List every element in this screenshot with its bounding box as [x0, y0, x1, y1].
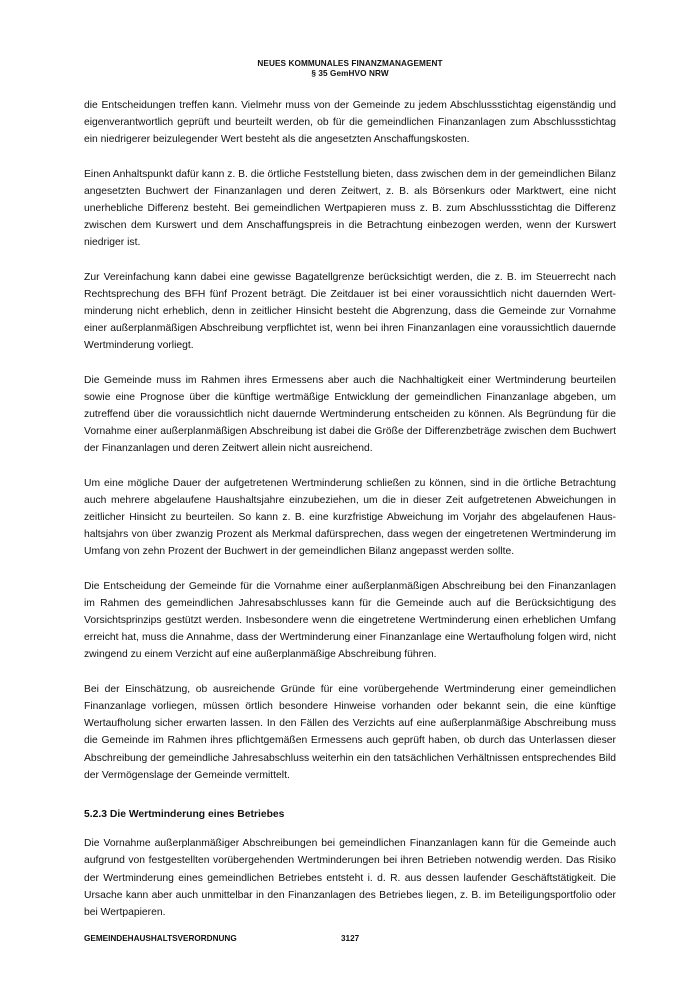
- paragraph: Einen Anhaltspunkt dafür kann z. B. die örtliche Feststellung bieten, dass zwischen dem in der gemeindlichen Bilanz angesetzten Buchwert der Finanzanlagen und deren Zeitwert, z. B. als Börsenkurs oder Marktwert, eine nicht unerhebliche Differenz besteht. Bei gemeindlichen Wertpapieren muss z. B. zum Abschlussstichtag die Differenz zwischen dem Kurswert und dem Anschaffungspreis in die Betrachtung einbezogen werden, wenn der Kurswert niedriger ist.: [84, 168, 616, 249]
- paragraph: Die Gemeinde muss im Rahmen ihres Ermessens aber auch die Nachhaltigkeit einer Wertminderung beurteilen sowie eine Prognose über die künftige wertmäßige Entwicklung der gemeindlichen Finanzanlage abgeben, um zutreffend über die voraussichtlich nicht dauernde Wertminderung entscheiden zu können. Als Begründung für die Vornahme einer außerplanmäßigen Abschreibung ist dabei die Größe der Differenzbeträge zwischen dem Buchwert der Finanzanlagen und deren Zeitwert allein nicht ausreichend.: [84, 374, 616, 455]
- document-body: [84, 97, 616, 938]
- section-heading: 5.2.3 Die Wertminderung eines Betriebes: [84, 808, 285, 820]
- paragraph: Zur Vereinfachung kann dabei eine gewisse Bagatellgrenze berücksichtigt werden, die z. B. im Steuerrecht nach Rechtsprechung des BFH fünf Prozent beträgt. Die Zeitdauer ist bei einer voraussichtlich nicht dauernden Wertminderung nicht erheblich, denn in zeitlicher Hinsicht besteht die Abgrenzung, dass die Gemeinde zur Vornahme einer außerplanmäßigen Abschreibung verpflichtet ist, wenn bei ihren Finanzanlagen eine voraussichtlich dauernde Wertminderung vorliegt.: [84, 271, 616, 352]
- paragraph: die Entscheidungen treffen kann. Vielmehr muss von der Gemeinde zu jedem Abschlussstichtag eigenständig und eigenverantwortlich geprüft und beurteilt werden, ob für die gemeindlichen Finanzanlagen zum Abschlussstichtag ein niedrigerer beizulegender Wert besteht als die angesetzten Anschaffungskosten.: [84, 100, 616, 146]
- footer-title: GEMEINDEHAUSHALTSVERORDNUNG: [84, 934, 237, 943]
- header-title: NEUES KOMMUNALES FINANZMANAGEMENT: [257, 59, 443, 68]
- paragraph: Die Entscheidung der Gemeinde für die Vornahme einer außerplanmäßigen Abschreibung bei den Finanzanlagen im Rahmen des gemeindlichen Jahresabschlusses kann für die Gemeinde auch auf die Berücksichtigung des Vorsichtsprinzips gestützt werden. Insbesondere wenn die eingetretene Wertminderung einen erheblichen Umfang erreicht hat, muss die Annahme, dass der Wertminderung einer Finanzanlage eine Wertaufholung folgen wird, nicht zwingend zu einem Verzicht auf eine außerplanmäßige Abschreibung führen.: [84, 580, 616, 661]
- paragraph: Bei der Einschätzung, ob ausreichende Gründe für eine vorübergehende Wertminderung einer gemeindlichen Finanzanlage vorliegen, müssen örtlich besondere Hinweise vorhanden oder bekannt sein, die eine künftige Wertaufholung sicher erwarten lassen. In den Fällen des Verzichts auf eine außerplanmäßige Abschreibung muss die Gemeinde im Rahmen ihres pflichtgemäßen Ermessens auch geprüft haben, ob durch das Unterlassen dieser Abschreibung der gemeindliche Jahresabschluss weiterhin ein den tatsächlichen Verhältnissen entsprechendes Bild der Vermögenslage der Gemeinde vermittelt.: [84, 683, 616, 781]
- page-number: 3127: [341, 934, 360, 943]
- header-subtitle: § 35 GemHVO NRW: [311, 69, 389, 78]
- page-header: [0, 59, 700, 79]
- paragraph: Um eine mögliche Dauer der aufgetretenen Wertminderung schließen zu können, sind in die örtliche Betrachtung auch mehrere abgelaufene Haushaltsjahre einzubeziehen, um die in dieser Zeit aufgetretenen Abweichungen in zeitlicher Hinsicht zu beurteilen. So kann z. B. eine kurzfristige Abweichung im Vorjahr des abgelaufenen Haushaltsjahrs von über zwanzig Prozent als Merkmal dafürsprechen, dass wegen der eingetretenen Wertminderung im Umfang von zehn Prozent der Buchwert in der gemeindlichen Bilanz angepasst werden sollte.: [84, 477, 616, 558]
- section-paragraph: Die Vornahme außerplanmäßiger Abschreibungen bei gemeindlichen Finanzanlagen kann für die Gemeinde auch aufgrund von festgestellten vorübergehenden Wertminderungen bei ihren Betrieben notwendig werden. Das Risiko der Wertminderung eines gemeindlichen Betriebes entsteht i. d. R. aus dessen laufender Geschäftstätigkeit. Die Ursache kann aber auch unmittelbar in den Finanzanlagen des Betriebes liegen, z. B. im Beteiligungsportfolio oder bei Wertpapieren.: [84, 838, 616, 918]
